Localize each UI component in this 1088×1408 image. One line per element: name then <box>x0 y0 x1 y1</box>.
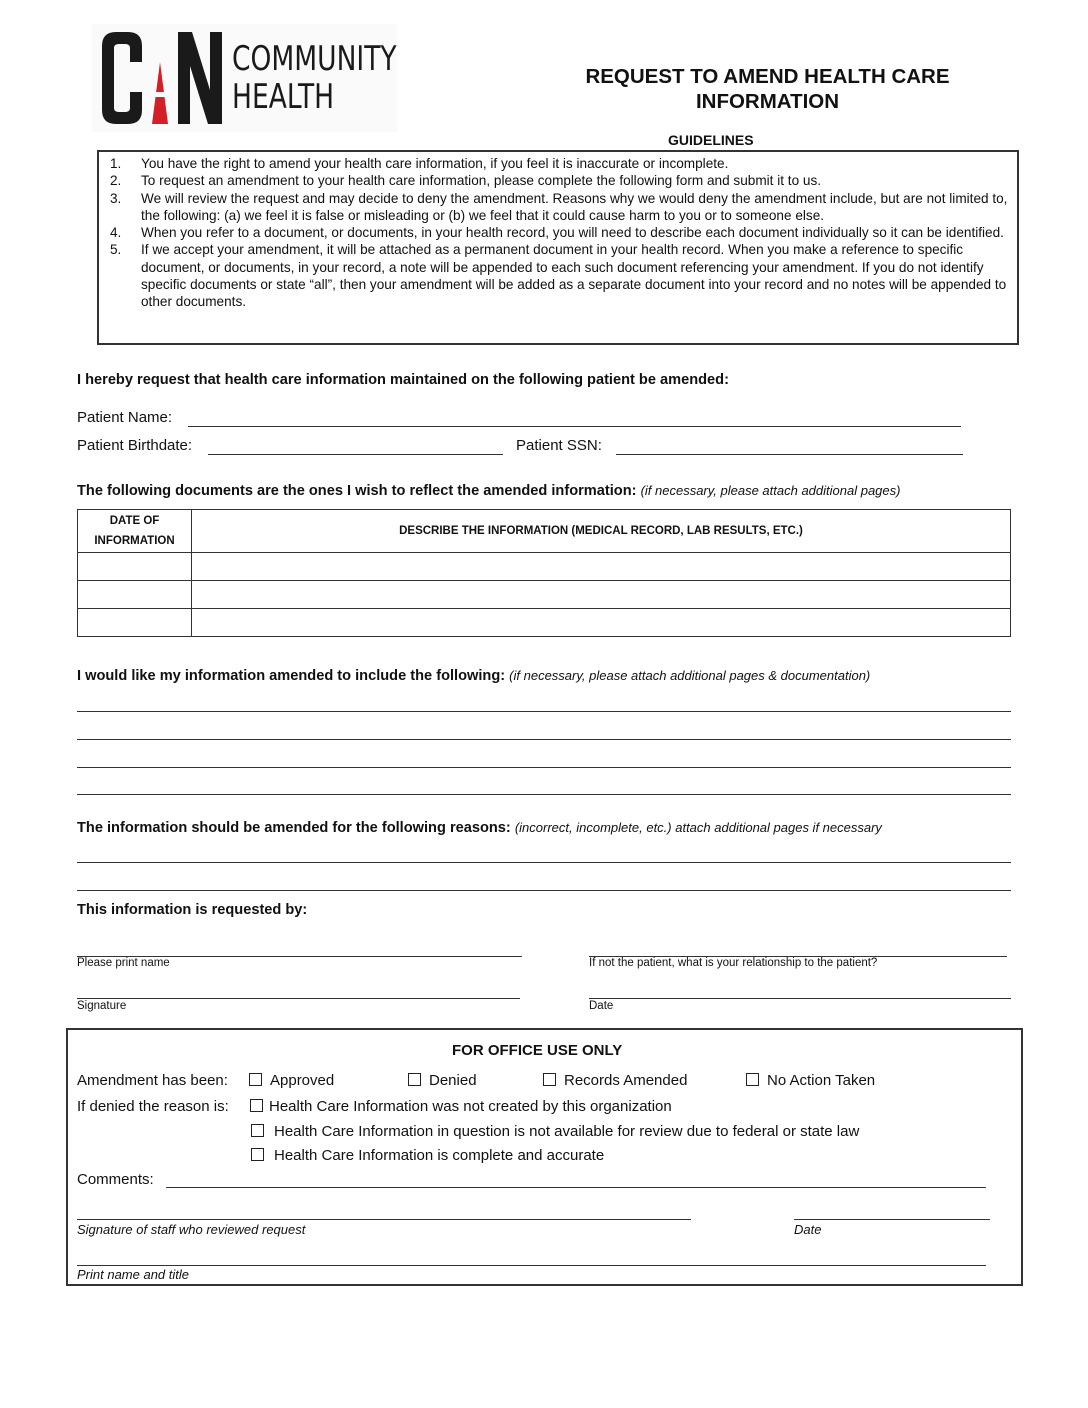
office-use-heading: FOR OFFICE USE ONLY <box>452 1042 623 1059</box>
amend-include-line[interactable] <box>77 794 1011 795</box>
guideline-number: 5. <box>110 242 122 258</box>
documents-heading-text: The following documents are the ones I wish to reflect the amended information: <box>77 483 637 499</box>
amend-reasons-heading <box>77 820 882 836</box>
guideline-text: You have the right to amend your health care information, if you feel it is inaccurate or incomplete. <box>141 156 729 171</box>
date-label: Date <box>589 1000 614 1012</box>
guideline-item <box>99 172 1017 189</box>
patient-request-intro: I hereby request that health care information maintained on the following patient be amended: <box>77 372 729 388</box>
denied-reason-complete-accurate[interactable]: Health Care Information is complete and accurate <box>251 1147 604 1164</box>
logo-text-community: COMMUNITY <box>232 39 397 79</box>
patient-ssn-field[interactable] <box>616 454 963 455</box>
date-field[interactable] <box>589 998 1011 999</box>
denied-reason-not-created[interactable]: Health Care Information was not created by this organization <box>250 1098 672 1115</box>
guidelines-box <box>97 150 1019 345</box>
logo-text-health: HEALTH <box>232 77 335 117</box>
requested-by-heading: This information is requested by: <box>77 902 308 918</box>
office-date-field[interactable] <box>794 1219 990 1220</box>
signature-label: Signature <box>77 1000 127 1012</box>
description-cell[interactable] <box>192 581 1011 609</box>
documents-note: (if necessary, please attach additional pages) <box>640 483 901 498</box>
guideline-item <box>99 224 1017 241</box>
amend-reasons-note: (incorrect, incomplete, etc.) attach additional pages if necessary <box>514 820 882 835</box>
patient-name-label: Patient Name: <box>77 409 173 426</box>
print-name-label: Please print name <box>77 957 170 969</box>
community-health-logo <box>92 24 397 132</box>
amend-include-heading-text: I would like my information amended to include the following: <box>77 668 506 684</box>
guidelines-list <box>99 155 1017 311</box>
amendment-status-label: Amendment has been: <box>77 1072 228 1089</box>
description-cell[interactable] <box>192 609 1011 637</box>
comments-label: Comments: <box>77 1171 154 1188</box>
patient-birthdate-label: Patient Birthdate: <box>77 437 193 454</box>
office-date-label: Date <box>794 1222 822 1237</box>
guideline-text: When you refer to a document, or documents, in your health record, you will need to describe each document individually so it can be identified. <box>141 225 1004 241</box>
print-name-title-label: Print name and title <box>77 1267 190 1282</box>
checkbox[interactable] <box>251 1124 264 1137</box>
guidelines-heading: GUIDELINES <box>668 132 754 148</box>
page-title <box>560 64 975 114</box>
signature-field[interactable] <box>77 998 520 999</box>
amend-include-line[interactable] <box>77 767 1011 768</box>
amend-include-heading <box>77 668 870 684</box>
denied-reason-not-available[interactable]: Health Care Information in question is not available for review due to federal or state law <box>251 1123 859 1140</box>
checkbox[interactable] <box>746 1073 759 1086</box>
status-option-records-amended[interactable]: Records Amended <box>543 1072 687 1089</box>
can-logo-mark-icon <box>98 28 228 128</box>
table-row <box>78 553 1011 581</box>
title-line-1: REQUEST TO AMEND HEALTH CARE <box>585 65 950 88</box>
patient-ssn-label: Patient SSN: <box>516 437 602 454</box>
checkbox[interactable] <box>251 1148 264 1161</box>
guideline-number: 3. <box>110 190 122 206</box>
guideline-text: If we accept your amendment, it will be attached as a permanent document in your health record. When you make a reference to specific document, or documents, in your record, a note will be appended to each such document referencing your amendment. If you do not identify specific documents or state “all”, then your amendment will be added as a separate document into your record and no notes will be appended to other documents. <box>141 242 1007 310</box>
amend-include-line[interactable] <box>77 739 1011 740</box>
patient-name-field[interactable] <box>188 426 961 427</box>
date-cell[interactable] <box>78 553 192 581</box>
guideline-text: To request an amendment to your health care information, please complete the following form and submit it to us. <box>141 173 822 189</box>
relationship-label: If not the patient, what is your relationship to the patient? <box>589 957 878 969</box>
denied-reason-label: If denied the reason is: <box>77 1098 229 1115</box>
column-header-date: DATE OF INFORMATION <box>78 510 192 553</box>
patient-birthdate-field[interactable] <box>208 454 503 455</box>
comments-field[interactable] <box>166 1187 986 1188</box>
guideline-number: 2. <box>110 173 122 189</box>
guideline-item <box>99 190 1017 225</box>
description-cell[interactable] <box>192 553 1011 581</box>
amend-reason-line[interactable] <box>77 862 1011 863</box>
amend-reason-line[interactable] <box>77 890 1011 891</box>
checkbox[interactable] <box>250 1099 263 1112</box>
print-name-title-field[interactable] <box>77 1265 986 1266</box>
table-row <box>78 609 1011 637</box>
date-cell[interactable] <box>78 609 192 637</box>
guideline-item <box>99 241 1017 310</box>
date-cell[interactable] <box>78 581 192 609</box>
status-option-denied[interactable]: Denied <box>408 1072 477 1089</box>
staff-signature-field[interactable] <box>77 1219 691 1220</box>
guideline-number: 4. <box>110 225 122 241</box>
table-header-row <box>78 510 1011 553</box>
staff-signature-label: Signature of staff who reviewed request <box>77 1222 306 1237</box>
logo-wordmark <box>232 40 397 116</box>
column-header-describe: DESCRIBE THE INFORMATION (MEDICAL RECORD, LAB RESULTS, ETC.) <box>192 510 1011 553</box>
checkbox[interactable] <box>408 1073 421 1086</box>
documents-heading <box>77 483 900 499</box>
title-line-2: INFORMATION <box>695 90 840 113</box>
documents-table <box>77 509 1011 637</box>
amend-include-note: (if necessary, please attach additional pages & documentation) <box>509 668 871 683</box>
status-option-approved[interactable]: Approved <box>249 1072 334 1089</box>
guideline-number: 1. <box>110 156 122 171</box>
table-row <box>78 581 1011 609</box>
amend-include-line[interactable] <box>77 711 1011 712</box>
checkbox[interactable] <box>543 1073 556 1086</box>
checkbox[interactable] <box>249 1073 262 1086</box>
guideline-text: We will review the request and may decide to deny the amendment. Reasons why we would deny the amendment include, but are not limited to, the following: (a) we feel it is false or misleading or (b) we feel that it could cause harm to you or to someone else. <box>141 190 1008 223</box>
amend-reasons-heading-text: The information should be amended for the following reasons: <box>77 820 511 836</box>
status-option-no-action-taken[interactable]: No Action Taken <box>746 1072 875 1089</box>
guideline-item <box>99 155 1017 172</box>
